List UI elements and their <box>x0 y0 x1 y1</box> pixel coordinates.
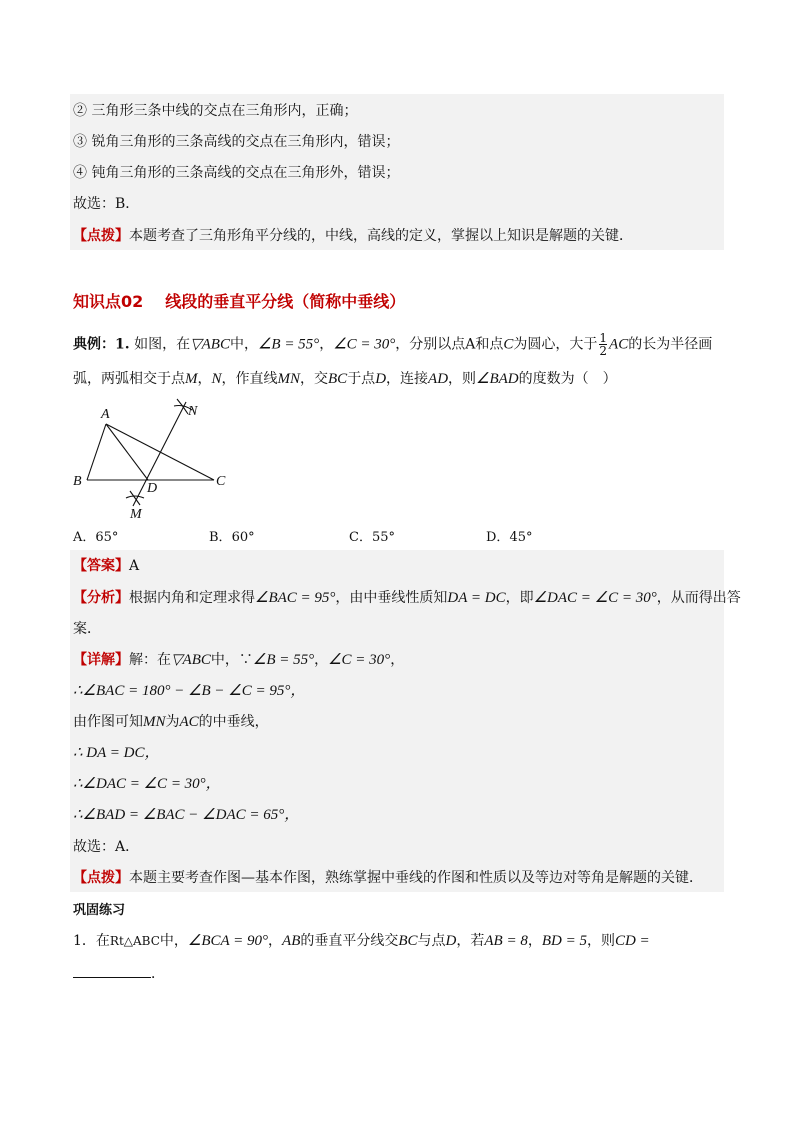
answer-value: A <box>129 558 140 574</box>
option-b: B．60° <box>209 530 255 545</box>
detail-tag: 【详解】 <box>73 652 129 668</box>
question-text: 于点 <box>347 371 376 387</box>
section-number: 知识点02 <box>73 292 144 311</box>
math-angle-b: ∠B = 55° <box>257 336 320 353</box>
question-text: 弧，两弧相交于点 <box>73 371 185 387</box>
question-line-2 <box>73 369 617 389</box>
detail-line-2: ∴∠BAC = 180° − ∠B − ∠C = 95°， <box>73 683 306 699</box>
analysis-line-1: 【分析】根据内角和定理求得∠BAC = 95°，由中垂线性质知DA = DC，即∠DAC = ∠C = 30°，从而得出答 <box>73 590 741 606</box>
detail-line-3: 由作图可知MN为AC的中垂线， <box>73 714 269 730</box>
option-a: A．65° <box>73 530 119 545</box>
practice-question-1: 1．在Rt△ABC中，∠BCA = 90°，AB的垂直平分线交BC与点D，若AB = 8，BD = 5，则CD = <box>73 933 650 949</box>
math-line: MN <box>277 371 301 387</box>
label-a: A <box>101 407 110 422</box>
math-angle-c: ∠C = 30° <box>333 336 396 353</box>
fraction <box>599 332 607 357</box>
question-text: ， <box>197 371 212 387</box>
practice-answer-blank[interactable]: ． <box>73 964 165 984</box>
tip-text: 本题主要考查作图—基本作图，熟练掌握中垂线的作图和性质以及等边对等角是解题的关键． <box>129 870 703 886</box>
example-label: 典例：1. <box>73 336 130 353</box>
answer-tag: 【答案】 <box>73 558 129 574</box>
answer-blank[interactable] <box>73 977 151 978</box>
math-angle: ∠BAD <box>476 371 519 387</box>
question-text: ，分别以点A和点 <box>395 336 504 353</box>
option-c: C．55° <box>349 530 395 545</box>
option-d: D．45° <box>486 530 533 545</box>
answer-line <box>73 556 139 576</box>
solution-line: ② 三角形三条中线的交点在三角形内，正确； <box>73 103 358 119</box>
fraction-numerator: 1 <box>599 331 608 345</box>
detail-line-1: 【详解】解：在▽ABC中，∵∠B = 55°，∠C = 30°， <box>73 652 405 668</box>
section-heading <box>73 289 405 312</box>
question-text: 的度数为（ ） <box>518 371 617 387</box>
detail-choice: 故选：A． <box>73 839 140 855</box>
label-n: N <box>188 404 198 419</box>
label-d: D <box>147 481 158 496</box>
question-text: ，则 <box>448 371 477 387</box>
question-text: ，作直线 <box>221 371 278 387</box>
math-point: D <box>375 371 387 387</box>
analysis-tag: 【分析】 <box>73 590 129 606</box>
question-text: ，连接 <box>386 371 429 387</box>
section-title: 线段的垂直平分线（简称中垂线） <box>165 292 406 311</box>
question-text: 的长为半径画 <box>628 336 713 353</box>
math-segment: BC <box>328 371 348 387</box>
question-text: ，交 <box>300 371 329 387</box>
segment-ab <box>87 424 106 480</box>
math-segment: AC <box>609 336 629 353</box>
comment-line <box>73 226 633 246</box>
comment-tag: 【点拨】 <box>73 228 129 244</box>
fraction-denominator: 2 <box>599 344 608 358</box>
question-text: 如图，在 <box>134 336 191 353</box>
detail-line-6: ∴∠BAD = ∠BAC − ∠DAC = 65°， <box>73 807 300 823</box>
detail-line-4: ∴ DA = DC， <box>73 745 160 761</box>
segment-ad <box>106 424 148 480</box>
choice-line: 故选：B． <box>73 196 140 212</box>
detail-line-5: ∴∠DAC = ∠C = 30°， <box>73 776 221 792</box>
math-triangle: ▽ABC <box>190 336 230 353</box>
math-point: M <box>185 371 198 387</box>
tip-tag: 【点拨】 <box>73 870 129 886</box>
solution-line: ④ 钝角三角形的三条高线的交点在三角形外，错误； <box>73 165 400 181</box>
comment-text: 本题考查了三角形角平分线的，中线，高线的定义，掌握以上知识是解题的关键． <box>129 228 633 244</box>
question-text: 中， <box>229 336 258 353</box>
label-m: M <box>130 507 142 522</box>
analysis-line-2: 案． <box>73 621 101 637</box>
solution-line: ③ 锐角三角形的三条高线的交点在三角形内，错误； <box>73 134 400 150</box>
math-point: N <box>211 371 222 387</box>
question-text: 为圆心，大于 <box>513 336 598 353</box>
math-segment: AD <box>428 371 449 387</box>
question-line-1 <box>73 332 712 357</box>
line-mn <box>133 402 186 506</box>
question-text: ， <box>319 336 334 353</box>
label-c: C <box>216 474 226 489</box>
geometry-figure <box>66 394 236 524</box>
label-b: B <box>73 474 82 489</box>
tip-line <box>73 868 703 888</box>
practice-title: 巩固练习 <box>73 903 126 918</box>
math-point: C <box>503 336 514 353</box>
